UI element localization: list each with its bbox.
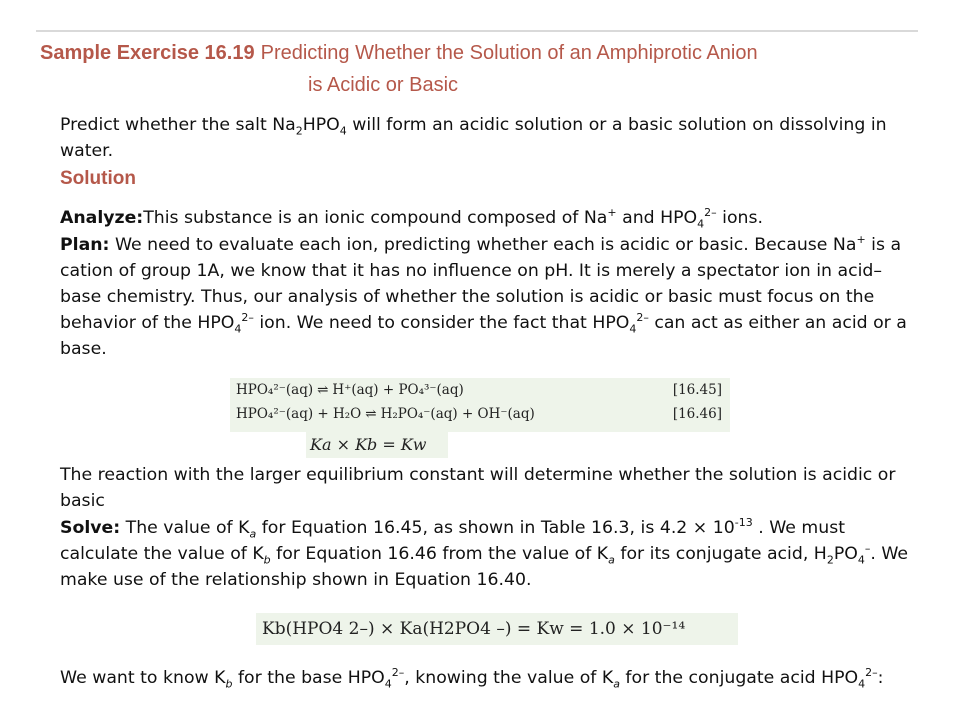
- equation-number: [16.46]: [672, 406, 722, 422]
- equilibrium-equations: [230, 378, 730, 432]
- solution-heading: Solution: [60, 168, 136, 189]
- solve-paragraph: Solve: The value of $K_a$ for Equation 16.45, as shown in Table 16.3, is $4.2 \times 10^{-13}$ . We must calculate the value of $K_b$ for Equation 16.46 from the value of $K_a$ for its conjugate acid, $H_2PO_4^-$. We make use of the relationship shown in Equation 16.40.: [60, 516, 909, 590]
- equation-number: [16.45]: [672, 382, 722, 398]
- exercise-label: Sample Exercise 16.19: [40, 42, 255, 64]
- plan-paragraph: Plan: We need to evaluate each ion, predicting whether each is acidic or basic. Because Na+ is a cation of group 1A, we know that it has no influence on pH. It is merely a spectator ion in acid–base chemistry. Thus, our analysis of whether the solution is acidic or basic must focus on the behavior of the $HPO_4^{2-}$ ion. We need to consider the fact that $HPO_4^{2-}$ can act as either an acid or a base.: [60, 233, 907, 359]
- kw-relation: Ka × Kb = Kw: [306, 432, 448, 458]
- slide-title: [40, 37, 930, 101]
- larger-k-paragraph: The reaction with the larger equilibrium constant will determine whether the solution is acidic or basic: [60, 465, 896, 511]
- equation-16-46: HPO₄²⁻(aq) + H₂O ⇌ H₂PO₄⁻(aq) + OH⁻(aq) [16.46]: [236, 406, 722, 422]
- question-paragraph: Predict whether the salt $Na_2HPO_4$ will form an acidic solution or a basic solution on dissolving in water.: [60, 115, 887, 161]
- title-line-1: Predicting Whether the Solution of an Amphiprotic Anion: [260, 42, 758, 64]
- title-rule: [36, 30, 918, 32]
- equation-16-45: HPO₄²⁻(aq) ⇌ H⁺(aq) + PO₄³⁻(aq) [16.45]: [236, 382, 722, 398]
- analyze-paragraph: Analyze:This substance is an ionic compound composed of Na+ and $HPO_4^{2-}$ ions.: [60, 206, 763, 231]
- final-paragraph: We want to know $K_b$ for the base $HPO_4^{2-}$, knowing the value of $K_a$ for the conjugate acid $HPO_4^{2-}$:: [60, 666, 884, 691]
- title-line-2: is Acidic or Basic: [308, 74, 459, 96]
- kb-ka-kw-equation: Kb(HPO4 2–) × Ka(H2PO4 –) = Kw = 1.0 × 10⁻¹⁴: [256, 613, 738, 645]
